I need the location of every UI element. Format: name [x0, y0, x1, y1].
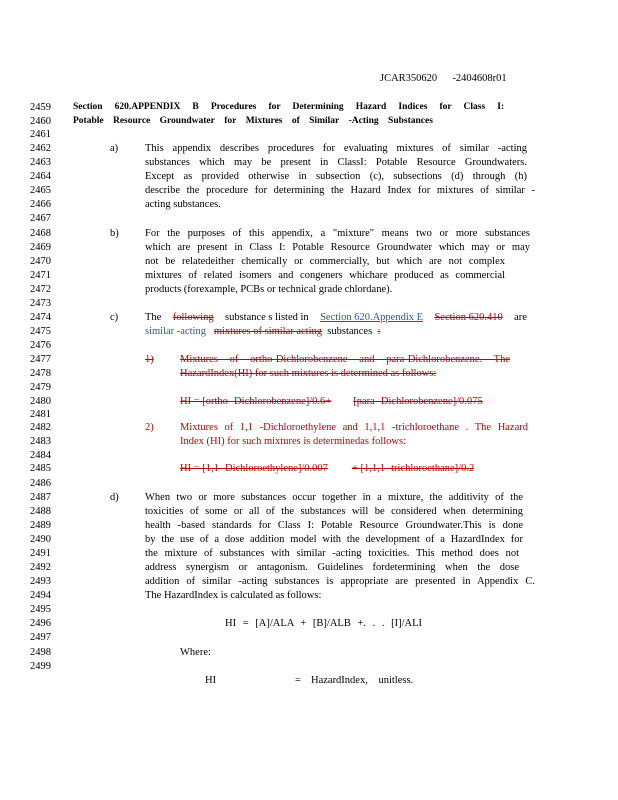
item1-formula: HI = [ortho -Dichlorobenzene]/0.6+ [para -Dichlorobenzene]/0.075	[180, 396, 483, 407]
line-number: 2491	[30, 548, 51, 559]
para-d-line: toxicities of some or all of the substances will be considered when determining	[145, 506, 523, 517]
line-number: 2475	[30, 326, 51, 337]
line-number: 2498	[30, 647, 51, 658]
inserted-text: similar -acting	[145, 326, 206, 337]
line-number: 2497	[30, 632, 51, 643]
line-number: 2479	[30, 382, 51, 393]
line-number: 2486	[30, 478, 51, 489]
para-d-line: health -based standards for Class I: Potable Resource Groundwater.This is done	[145, 520, 523, 531]
where-label: Where:	[180, 647, 211, 658]
line-number: 2496	[30, 618, 51, 629]
para-a-line: acting substances.	[145, 199, 221, 210]
line-number: 2473	[30, 298, 51, 309]
deleted-text: :	[377, 326, 381, 337]
subsection-label-c: c)	[110, 312, 119, 323]
line-number: 2492	[30, 562, 51, 573]
line-number: 2472	[30, 284, 51, 295]
line-number: 2480	[30, 396, 51, 407]
line-number: 2485	[30, 463, 51, 474]
para-a-line: substances which may be present in ClassI: Potable Resource Groundwaters.	[145, 157, 527, 168]
para-c-line1: The following substance s listed in Section 620.Appendix E Section 620.410 are	[145, 312, 527, 323]
para-b-line: products (forexample, PCBs or technical grade chlordane).	[145, 284, 393, 295]
para-d-line: address synergism or antagonism. Guidelines fordetermining when the dose	[145, 562, 519, 573]
line-number: 2487	[30, 492, 51, 503]
line-number: 2499	[30, 661, 51, 672]
line-number: 2476	[30, 340, 51, 351]
subsection-label-d: d)	[110, 492, 119, 503]
doc-rev: -2404608r01	[452, 73, 507, 84]
para-d-line: the mixture of substances with similar -acting toxicities. This method does not	[145, 548, 519, 559]
item1-number: 1)	[145, 354, 154, 365]
item2-formula: HI = [1,1 -Dichloroethylene]/0.007 + [1,1,1 -trichloroethane]/0.2	[180, 463, 475, 474]
para-d-line: addition of similar -acting substances is appropriate are presented in Appendix C.	[145, 576, 535, 587]
item1-line: Mixtures of ortho-Dichlorobenzene and para-Dichlorobenzene. The	[180, 354, 510, 365]
subsection-label-a: a)	[110, 143, 119, 154]
line-number: 2467	[30, 213, 51, 224]
line-number: 2461	[30, 129, 51, 140]
line-number: 2481	[30, 409, 51, 420]
doc-id: JCAR350620	[380, 73, 438, 84]
document-id	[380, 73, 507, 84]
line-number: 2490	[30, 534, 51, 545]
deleted-text: following	[172, 312, 214, 323]
para-d-line: The HazardIndex is calculated as follows:	[145, 590, 322, 601]
line-number: 2474	[30, 312, 51, 323]
section-link[interactable]: Section 620.Appendix E	[320, 312, 424, 323]
line-number: 2477	[30, 354, 51, 365]
definition-text: HazardIndex, unitless.	[311, 675, 414, 686]
line-number: 2459	[30, 102, 51, 113]
para-d-line: by the use of a dose addition model with the development of a HazardIndex for	[145, 534, 523, 545]
para-d-line: When two or more substances occur together in a mixture, the additivity of the	[145, 492, 523, 503]
para-a-line: This appendix describes procedures for evaluating mixtures of similar -acting	[145, 143, 527, 154]
line-number: 2470	[30, 256, 51, 267]
line-number: 2489	[30, 520, 51, 531]
line-number: 2488	[30, 506, 51, 517]
item2-line: Index (HI) for such mixtures is determinedas follows:	[180, 436, 406, 447]
line-number: 2482	[30, 422, 51, 433]
line-number: 2460	[30, 116, 51, 127]
subsection-label-b: b)	[110, 228, 119, 239]
section-title-line1: Section 620.APPENDIX B Procedures for Determining Hazard Indices for Class I:	[73, 102, 505, 112]
line-number: 2484	[30, 450, 51, 461]
line-number: 2468	[30, 228, 51, 239]
definition-term: HI	[205, 675, 217, 686]
para-b-line: For the purposes of this appendix, a "mixture" means two or more substances	[145, 228, 530, 239]
deleted-text: mixtures of similar acting	[213, 326, 323, 337]
deleted-text: Section 620.410	[434, 312, 503, 323]
line-number: 2495	[30, 604, 51, 615]
para-b-line: not be relatedeither chemically or commercially, but which are not complex	[145, 256, 505, 267]
line-number: 2471	[30, 270, 51, 281]
para-a-line: describe the procedure for determining the Hazard Index for mixtures of similar -	[145, 185, 535, 196]
definition-equals: =	[295, 675, 301, 686]
line-number: 2466	[30, 199, 51, 210]
line-number: 2463	[30, 157, 51, 168]
para-b-line: which are present in Class I: Potable Resource Groundwater which may or may	[145, 242, 530, 253]
line-number: 2465	[30, 185, 51, 196]
line-number: 2462	[30, 143, 51, 154]
line-number: 2483	[30, 436, 51, 447]
para-b-line: mixtures of related isomers and congeners whichare produced as commercial	[145, 270, 505, 281]
item2-line: Mixtures of 1,1 -Dichloroethylene and 1,1,1 -trichloroethane . The Hazard	[180, 422, 528, 433]
section-title-line2: Potable Resource Groundwater for Mixtures of Similar -Acting Substances	[73, 116, 433, 126]
item2-number: 2)	[145, 422, 154, 433]
line-number: 2478	[30, 368, 51, 379]
para-a-line: Except as provided otherwise in subsection (c), subsections (d) through (h)	[145, 171, 527, 182]
para-c-line2: similar -acting mixtures of similar acting substances :	[145, 326, 381, 337]
line-number: 2493	[30, 576, 51, 587]
line-number: 2464	[30, 171, 51, 182]
hazard-index-formula: HI = [A]/ALA + [B]/ALB +. . . [I]/ALI	[225, 618, 423, 629]
line-number: 2494	[30, 590, 51, 601]
line-number: 2469	[30, 242, 51, 253]
item1-line: HazardIndex(HI) for such mixtures is determined as follows:	[180, 368, 437, 379]
